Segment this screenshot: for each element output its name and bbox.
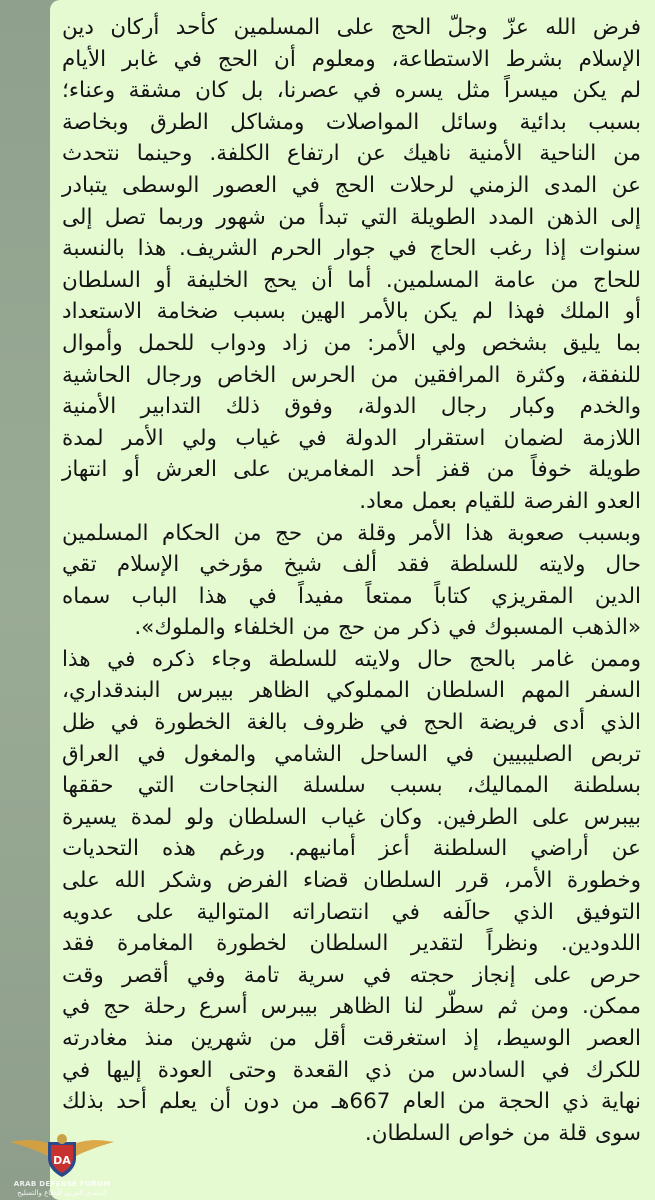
- message-line: إلى الذهن المدد الطويلة التي تبدأ من شهور وربما تصل إلى: [62, 204, 641, 230]
- message-line: للكرك في السادس من ذي القعدة وحتى العودة إليها في: [62, 1057, 641, 1083]
- message-line: بسبب بدائية وسائل المواصلات ومشاكل الطرق وبخاصة: [62, 109, 641, 135]
- message-line: عن المدى الزمني لرحلات الحج في العصور الوسطى يتبادر: [62, 172, 641, 198]
- message-line: حال ولايته للسلطة فقد ألف شيخ مؤرخي الإسلام تقي: [62, 552, 641, 578]
- message-line: الذي أدى فريضة الحج في ظروف بالغة الخطورة في ظل: [62, 710, 641, 736]
- message-line: طويلة خوفاً من قفز أحد المغامرين على العرش أو انتهاز: [62, 457, 641, 483]
- message-line: وممن غامر بالحج حال ولايته للسلطة وجاء ذكره في هذا: [62, 646, 641, 672]
- logo-name: ARAB DEFENSE FORUM: [13, 1180, 111, 1188]
- message-line: والخدم وكبار رجال الدولة، وفوق ذلك التدابير الأمنية: [62, 394, 641, 420]
- message-line: نهاية ذي الحجة من العام 667هـ من دون أن يعلم أحد بذلك: [62, 1089, 641, 1115]
- message-line: العدو الفرصة للقيام بعمل معاد.: [359, 488, 641, 514]
- message-line: سوى قلة من خواص السلطان.: [364, 1120, 641, 1146]
- message-line: لم يكن ميسراً مثل يسره في عصرنا، بل كان مشقة وعناء؛: [62, 78, 641, 104]
- message-line: الدين المقريزي كتاباً ممتعاً مفيداً في هذا الباب سماه: [62, 583, 641, 609]
- message-line: بيبرس على الطرفين. وكان غياب السلطان ولو لمدة يسيرة: [62, 804, 641, 830]
- message-line: عن أراضي السلطنة أعز أمانيهم. ورغم هذه التحديات: [62, 836, 641, 862]
- message-line: وخطورة الأمر، قرر السلطان قضاء الفرض وشكر الله على: [62, 868, 641, 894]
- message-line: من الناحية الأمنية ناهيك عن ارتفاع الكلفة. وحينما نتحدث: [62, 141, 641, 167]
- logo-subtitle: المنتدى العربي للدفاع والتسليح: [17, 1189, 107, 1197]
- message-line: للحاج من عامة المسلمين. أما أن يحج الخليفة أو السلطان: [62, 267, 641, 293]
- message-line: للنفقة، وكثرة المرافقين من الحرس الخاص ورجال الحاشية: [62, 362, 641, 388]
- message-bubble[interactable]: [50, 0, 655, 1200]
- eagle-shield-icon: [2, 1128, 122, 1180]
- logo-initials: DA: [53, 1154, 71, 1167]
- message-line: بما يليق بشخص ولي الأمر: من زاد ودواب للحمل وأموال: [62, 330, 641, 356]
- message-line: التوفيق الذي حالَفه في انتصاراته المتوالية على عدويه: [62, 899, 641, 925]
- message-line: وبسبب صعوبة هذا الأمر وقلة من حج من الحكام المسلمين: [62, 520, 641, 546]
- message-line: السفر المهم السلطان المملوكي الظاهر بيبرس البندقداري،: [62, 678, 641, 704]
- message-line: اللدودين. ونظراً لتقدير السلطان لخطورة المغامرة فقد: [62, 931, 641, 957]
- message-line: أو الملك فهذا لم يكن بالأمر الهين بسبب ضخامة الاستعداد: [62, 299, 641, 325]
- message-line: فرض الله عزّ وجلّ الحج على المسلمين كأحد أركان دين: [62, 15, 641, 40]
- message-line: الإسلام بشرط الاستطاعة، ومعلوم أن الحج في غابر الأيام: [62, 46, 641, 72]
- message-line: تربص الصليبيين في الساحل الشامي والمغول في العراق: [62, 741, 641, 767]
- message-line: ممكن. ومن ثم سطّر لنا الظاهر بيبرس أسرع رحلة حج في: [62, 994, 641, 1020]
- message-line: بسلطنة المماليك، بسبب سلسلة النجاحات التي حققها: [62, 773, 641, 799]
- message-line: حرص على إنجاز حجته في سرية تامة وفي أقصر وقت: [62, 962, 641, 988]
- message-text: [62, 12, 641, 1149]
- message-line: اللازمة لضمان استقرار الدولة في غياب ولي الأمر لمدة: [62, 425, 641, 451]
- message-line: العصر الوسيط، إذ استغرقت أقل من شهرين منذ مغادرته: [62, 1026, 641, 1051]
- message-line: «الذهب المسبوك في ذكر من حج من الخلفاء والملوك».: [134, 615, 641, 641]
- message-line: سنوات إذا رغب الحاج في جوار الحرم الشريف. هذا بالنسبة: [62, 236, 641, 262]
- arab-defense-forum-watermark: [2, 1128, 122, 1200]
